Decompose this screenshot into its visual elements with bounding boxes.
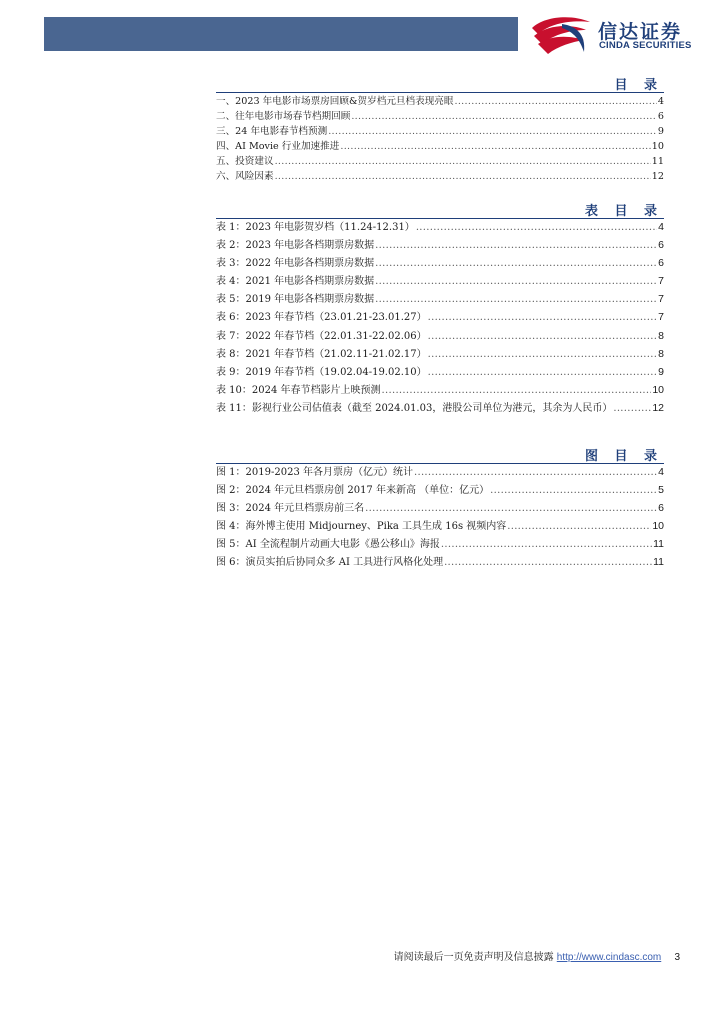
table-item[interactable]	[216, 308, 664, 326]
toc-item-page: 11	[653, 538, 664, 551]
dot-leader	[444, 554, 652, 571]
toc-item-text: 三、24 年电影春节档预测	[216, 126, 328, 138]
table-item[interactable]	[216, 399, 664, 417]
contents-item[interactable]	[216, 139, 664, 154]
dot-leader	[428, 364, 658, 381]
dot-leader	[490, 482, 657, 499]
header-band	[44, 17, 518, 51]
dot-leader	[507, 518, 651, 535]
dot-leader	[375, 237, 657, 254]
toc-item-page: 10	[652, 520, 664, 533]
dot-leader	[416, 219, 657, 236]
table-item[interactable]	[216, 363, 664, 381]
dot-leader	[382, 382, 652, 399]
dot-leader	[441, 536, 652, 553]
page-footer	[394, 948, 680, 963]
dot-leader	[613, 400, 651, 417]
toc-item-text: 图 4：海外博主使用 Midjourney、Pika 工具生成 16s 视频内容	[216, 521, 507, 533]
toc-item-page: 6	[658, 502, 664, 515]
logo-english-name: CINDA SECURITIES	[599, 40, 692, 51]
logo-chinese-name: 信达证券	[598, 21, 683, 43]
tables-title: 表 目 录	[584, 204, 663, 219]
dot-leader	[428, 346, 658, 363]
contents-item[interactable]	[216, 109, 664, 124]
toc-item-page: 6	[658, 239, 664, 252]
toc-item-text: 表 5：2019 年电影各档期票房数据	[216, 294, 375, 306]
toc-item-text: 表 6：2023 年春节档（23.01.21-23.01.27）	[216, 312, 427, 324]
toc-item-page: 12	[652, 401, 664, 414]
figures-list	[216, 463, 664, 572]
figure-item[interactable]	[216, 517, 664, 535]
toc-item-page: 7	[658, 293, 664, 306]
toc-item-page: 8	[658, 347, 664, 360]
table-item[interactable]	[216, 254, 664, 272]
toc-item-text: 表 4：2021 年电影各档期票房数据	[216, 276, 375, 288]
dot-leader	[428, 328, 658, 345]
dot-leader	[365, 500, 657, 517]
dot-leader	[275, 154, 651, 169]
toc-item-page: 10	[652, 383, 664, 396]
figure-item[interactable]	[216, 463, 664, 481]
website-link[interactable]: http://www.cindasc.com	[556, 952, 662, 963]
dot-leader	[454, 94, 656, 109]
table-item[interactable]	[216, 381, 664, 399]
dot-leader	[428, 309, 658, 326]
toc-item-page: 4	[658, 221, 664, 233]
toc-item-page: 9	[657, 126, 664, 138]
toc-item-text: 表 10：2024 年春节档影片上映预测	[216, 384, 381, 396]
contents-item[interactable]	[216, 94, 664, 109]
table-item[interactable]	[216, 218, 664, 236]
toc-item-page: 4	[658, 466, 664, 478]
toc-item-text: 一、2023 年电影市场票房回顾&贺岁档元旦档表现亮眼	[216, 96, 454, 107]
toc-item-page: 8	[658, 329, 664, 342]
figures-title: 图 目 录	[584, 449, 663, 464]
disclaimer-text: 请阅读最后一页免责声明及信息披露	[393, 952, 554, 963]
table-item[interactable]	[216, 236, 664, 254]
toc-item-page: 7	[658, 275, 664, 288]
toc-item-text: 二、往年电影市场春节档期回顾	[216, 111, 351, 123]
cinda-logo	[528, 14, 708, 56]
contents-item[interactable]	[216, 124, 664, 139]
contents-item[interactable]	[216, 169, 664, 184]
table-item[interactable]	[216, 345, 664, 363]
toc-item-text: 表 11：影视行业公司估值表（截至 2024.01.03，港股公司单位为港元，其余为人民币）	[216, 402, 613, 414]
toc-item-page: 7	[658, 311, 664, 324]
toc-item-text: 图 1：2019-2023 年各月票房（亿元）统计	[216, 467, 413, 478]
toc-item-text: 表 7：2022 年春节档（22.01.31-22.02.06）	[216, 330, 427, 342]
table-item[interactable]	[216, 290, 664, 308]
toc-item-page: 9	[658, 365, 664, 378]
contents-list	[216, 94, 664, 185]
toc-item-page: 11	[651, 156, 664, 168]
contents-rule	[216, 92, 664, 93]
toc-item-page: 6	[658, 257, 664, 270]
dot-leader	[375, 273, 657, 290]
toc-item-text: 图 5：AI 全流程制片动画大电影《愚公移山》海报	[216, 539, 440, 551]
toc-item-page: 10	[651, 141, 664, 153]
figure-item[interactable]	[216, 499, 664, 517]
dot-leader	[375, 291, 657, 308]
toc-item-text: 图 6：演员实拍后协同众多 AI 工具进行风格化处理	[216, 557, 444, 569]
toc-item-text: 图 3：2024 年元旦档票房前三名	[216, 503, 365, 515]
toc-item-page: 6	[657, 111, 664, 123]
toc-item-text: 表 9：2019 年春节档（19.02.04-19.02.10）	[216, 366, 427, 378]
toc-item-text: 五、投资建议	[216, 156, 274, 168]
figure-item[interactable]	[216, 553, 664, 571]
figure-item[interactable]	[216, 535, 664, 553]
toc-item-text: 表 8：2021 年春节档（21.02.11-21.02.17）	[216, 348, 427, 360]
toc-item-text: 六、风险因素	[216, 171, 274, 183]
figure-item[interactable]	[216, 481, 664, 499]
cinda-swoosh-icon	[528, 14, 594, 56]
toc-item-text: 图 2：2024 年元旦档票房创 2017 年来新高 （单位：亿元）	[216, 485, 490, 497]
dot-leader	[340, 139, 650, 154]
dot-leader	[328, 124, 657, 139]
table-item[interactable]	[216, 327, 664, 345]
toc-item-page: 5	[658, 484, 664, 497]
contents-title: 目 录	[614, 78, 663, 93]
toc-item-text: 四、AI Movie 行业加速推进	[216, 141, 340, 153]
contents-item[interactable]	[216, 154, 664, 169]
toc-item-text: 表 2：2023 年电影各档期票房数据	[216, 240, 375, 252]
toc-item-page: 11	[653, 556, 664, 569]
page-number: 3	[674, 952, 680, 963]
table-item[interactable]	[216, 272, 664, 290]
toc-item-text: 表 1：2023 年电影贺岁档（11.24-12.31）	[216, 222, 415, 233]
toc-item-page: 4	[657, 96, 664, 107]
dot-leader	[275, 169, 651, 184]
toc-item-text: 表 3：2022 年电影各档期票房数据	[216, 258, 375, 270]
toc-item-page: 12	[651, 171, 664, 183]
tables-list	[216, 218, 664, 417]
dot-leader	[351, 109, 657, 124]
dot-leader	[414, 464, 657, 481]
dot-leader	[375, 255, 657, 272]
